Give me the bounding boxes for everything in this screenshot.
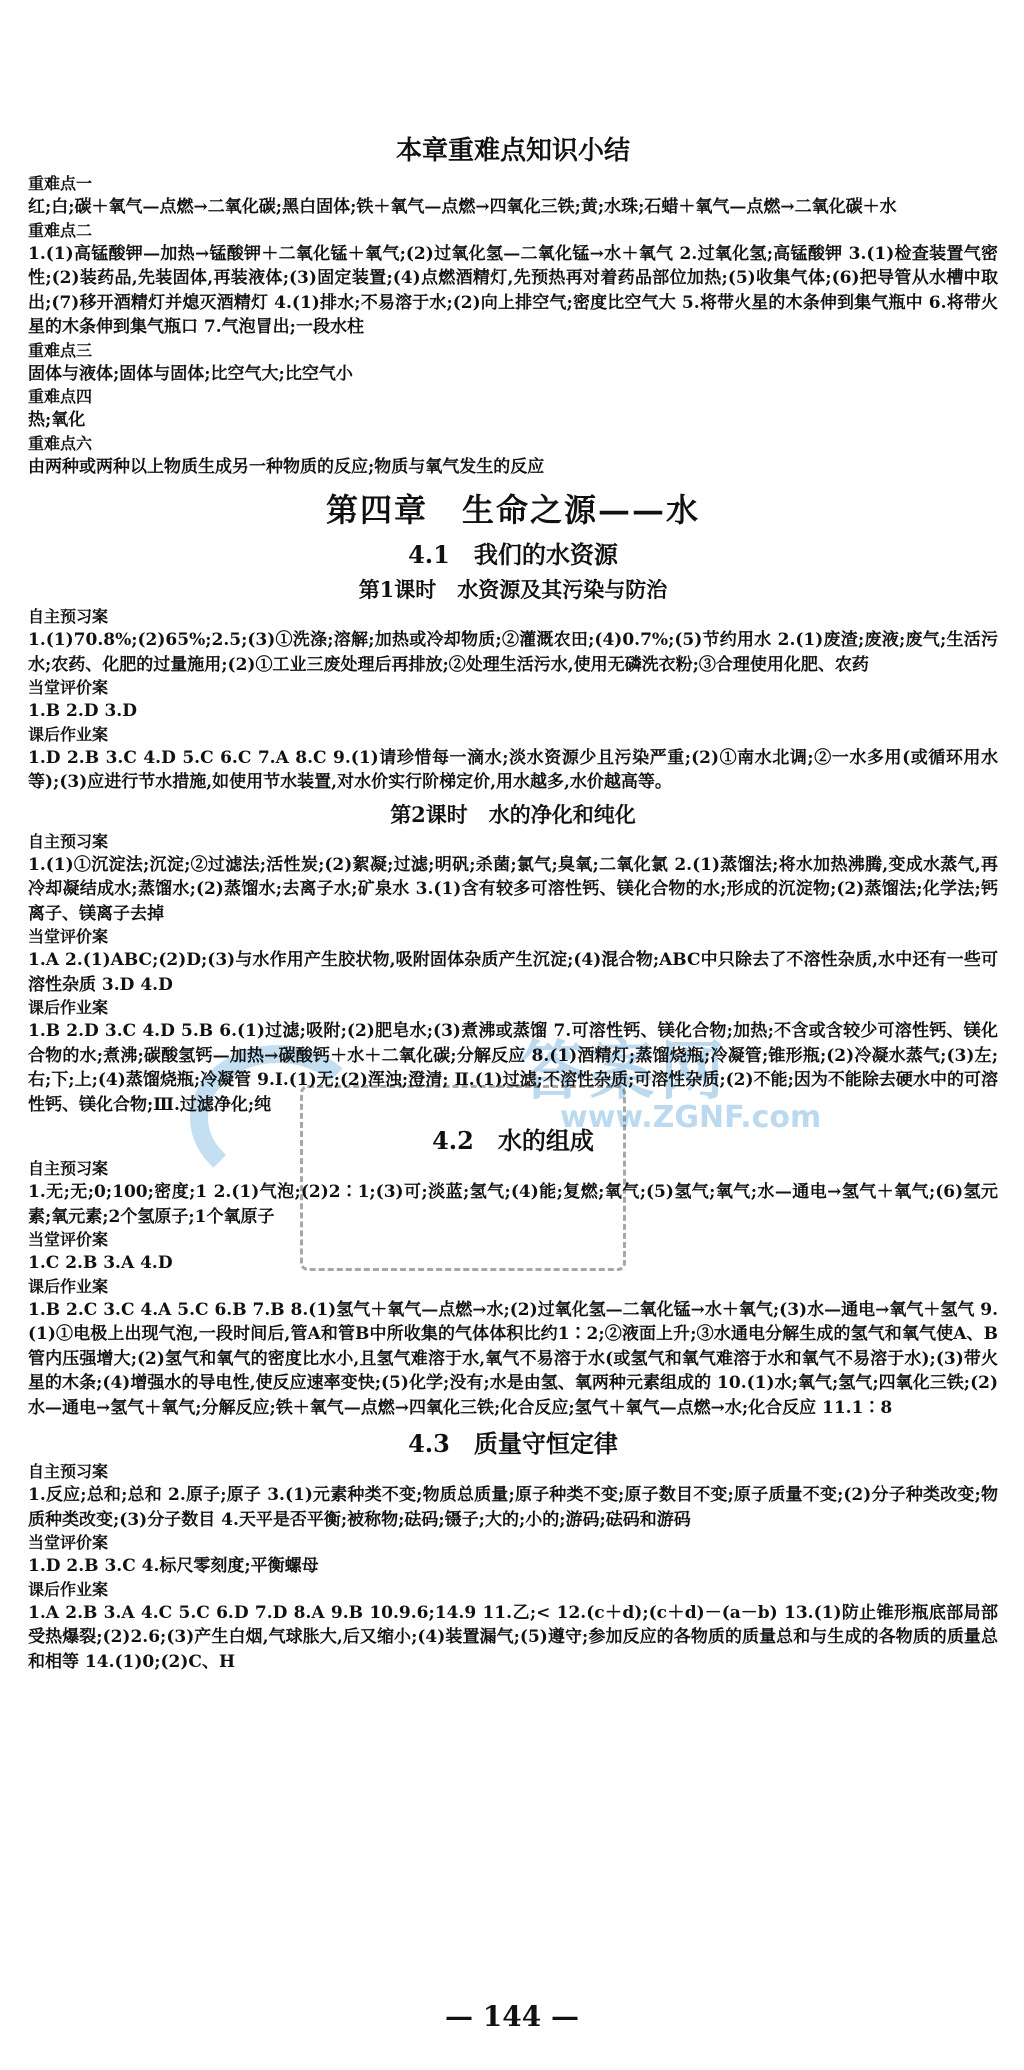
lesson-1-block-text: 1.D 2.B 3.C 4.D 5.C 6.C 7.A 8.C 9.(1)请珍惜每一滴水;淡水资源少且污染严重;(2)①南水北调;②一水多用(或循环用水等);(3)应进行节水措施,如使用节水装置,对水价实行阶梯定价,用水越多,水价越高等。 [28,747,998,792]
lesson-2-heading: 第2课时 水的净化和纯化 [390,801,636,827]
section-4-2-block-text: 1.无;无;0;100;密度;1 2.(1)气泡;(2)2∶1;(3)可;淡蓝;氢气;(4)能;复燃;氧气;(5)氢气;氧气;水—通电→氢气＋氧气;(6)氢元素;氧元素;2个氢原子;1个氧原子 [28,1182,998,1227]
section-4-2-block-label: 当堂评价案 [28,1230,109,1249]
lesson-1-block-label: 自主预习案 [28,607,109,626]
section-4-2-block-text: 1.C 2.B 3.A 4.D [28,1253,173,1273]
lesson-2-block-label: 自主预习案 [28,831,109,851]
summary-block-label: 重难点六 [28,433,93,453]
answer-page [28,130,998,1674]
summary-block-label: 重难点二 [28,220,93,240]
section-4-3-block-text: 1.A 2.B 3.A 4.C 5.C 6.D 7.D 8.A 9.B 10.9.6;14.9 11.乙;< 12.(c＋d);(c＋d)－(a－b) 13.(1)防止锥形瓶底部局部受热爆裂;(2)2.6;(3)产生白烟,气球胀大,后又缩小;(4)装置漏气;(5)遵守;参加反应的各物质的质量总和与生成的各物质的质量总和相等 14.(1)0;(2)C、H [28,1602,998,1672]
lesson-2-block-label: 课后作业案 [28,998,109,1017]
summary-block-label: 重难点三 [28,340,93,360]
lesson-2-block-text: 1.A 2.(1)ABC;(2)D;(3)与水作用产生胶状物,吸附固体杂质产生沉淀;(4)混合物;ABC中只除去了不溶性杂质,水中还有一些可溶性杂质 3.D 4.D [28,950,998,995]
summary-block-text: 红;白;碳＋氧气—点燃→二氧化碳;黑白固体;铁＋氧气—点燃→四氧化三铁;黄;水珠;石蜡＋氧气—点燃→二氧化碳＋水 [28,197,897,217]
chapter-title: 第四章 生命之源——水 [325,491,700,529]
lesson-1-block-text: 1.(1)70.8%;(2)65%;2.5;(3)①洗涤;溶解;加热或冷却物质;②灌溉农田;(4)0.7%;(5)节约用水 2.(1)废渣;废液;废气;生活污水;农药、化肥的过量施用;(2)①工业三废处理后再排放;②处理生活污水,使用无磷洗衣粉;③合理使用化肥、农药 [28,630,998,675]
lesson-2-block-text: 1.B 2.D 3.C 4.D 5.B 6.(1)过滤;吸附;(2)肥皂水;(3)煮沸或蒸馏 7.可溶性钙、镁化合物;加热;不含或含较少可溶性钙、镁化合物的水;煮沸;碳酸氢钙—加热→碳酸钙＋水＋二氧化碳;分解反应 8.(1)酒精灯;蒸馏烧瓶;冷凝管;锥形瓶;(2)冷凝水蒸气;(3)左;右;下;上;(4)蒸馏烧瓶;冷凝管 9.Ⅰ.(1)无;(2)浑浊;澄清; Ⅱ.(1)过滤;不溶性杂质;可溶性杂质;(2)不能;因为不能除去硬水中的可溶性钙、镁化合物;Ⅲ.过滤净化;纯 [28,1021,998,1115]
summary-block-text: 由两种或两种以上物质生成另一种物质的反应;物质与氧气发生的反应 [28,456,545,477]
summary-block-text: 1.(1)高锰酸钾—加热→锰酸钾＋二氧化锰＋氧气;(2)过氧化氢—二氧化锰→水＋氧气 2.过氧化氢;高锰酸钾 3.(1)检查装置气密性;(2)装药品,先装固体,再装液体;(3)固定装置;(4)点燃酒精灯,先预热再对着药品部位加热;(5)收集气体;(6)把导管从水槽中取出;(7)移开酒精灯并熄灭酒精灯 4.(1)排水;不易溶于水;(2)向上排空气;密度比空气大 5.将带火星的木条伸到集气瓶中 6.将带火星的木条伸到集气瓶口 7.气泡冒出;一段水柱 [28,243,998,337]
section-4-2-block-label: 自主预习案 [28,1159,109,1178]
section-4-2-block-text: 1.B 2.C 3.C 4.A 5.C 6.B 7.B 8.(1)氢气＋氧气—点燃→水;(2)过氧化氢—二氧化锰→水＋氧气;(3)水—通电→氧气＋氢气 9.(1)①电极上出现气泡,一段时间后,管A和管B中所收集的气体体积比约1∶2;②液面上升;③水通电分解生成的氢气和氧气使A、B管内压强增大;(2)氢气和氧气的密度比水小,且氢气难溶于水,氧气不易溶于水(或氢气和氧气难溶于水和氧气不易溶于水);(3)带火星的木条;(4)增强水的导电性,使反应速率变快;(5)化学;没有;水是由氢、氧两种元素组成的 10.(1)水;氧气;氢气;四氧化三铁;(2)水—通电→氢气＋氧气;分解反应;铁＋氧气—点燃→四氧化三铁;化合反应;氢气＋氧气—点燃→水;化合反应 11.1∶8 [28,1299,998,1418]
lesson-2-block-text: 1.(1)①沉淀法;沉淀;②过滤法;活性炭;(2)絮凝;过滤;明矾;杀菌;氯气;臭氧;二氧化氯 2.(1)蒸馏法;将水加热沸腾,变成水蒸气,再冷却凝结成水;蒸馏水;(2)蒸馏水;去离子水;矿泉水 3.(1)含有较多可溶性钙、镁化合物的水;形成的沉淀物;(2)蒸馏法;化学法;钙离子、镁离子去掉 [28,854,998,924]
summary-block-text: 热;氧化 [28,410,86,430]
page-title: 本章重难点知识小结 [395,136,630,166]
section-4-2-block-label: 课后作业案 [28,1276,109,1296]
lesson-1-block-text: 1.B 2.D 3.D [28,701,137,721]
section-4-3-block-label: 自主预习案 [28,1462,109,1481]
watermark-text: 答案网 [520,1035,730,1109]
section-4-1-heading: 4.1 我们的水资源 [408,540,618,569]
lesson-1-heading: 第1课时 水资源及其污染与防治 [358,577,668,602]
summary-section [28,173,998,479]
lesson-2-block-label: 当堂评价案 [28,927,109,946]
section-4-3-block-label: 当堂评价案 [28,1533,109,1552]
section-4-3-block-text: 1.D 2.B 3.C 4.标尺零刻度;平衡螺母 [28,1556,319,1576]
section-4-2-heading: 4.2 水的组成 [432,1126,594,1155]
section-4-3-answers [28,1461,998,1674]
lesson-1-block-label: 当堂评价案 [28,678,109,697]
section-4-3-block-text: 1.反应;总和;总和 2.原子;原子 3.(1)元素种类不变;物质总质量;原子种类不变;原子数目不变;原子质量不变;(2)分子种类改变;物质种类改变;(3)分子数目 4.天平是否平衡;被称物;砝码;镊子;大的;小的;游码;砝码和游码 [28,1485,998,1530]
lesson-2-answers [28,831,998,1118]
summary-block-label: 重难点四 [28,387,93,406]
section-4-3-heading: 4.3 质量守恒定律 [408,1429,618,1458]
lesson-1-answers [28,606,998,795]
summary-block-text: 固体与液体;固体与固体;比空气大;比空气小 [28,363,353,384]
section-4-2-answers [28,1158,998,1420]
summary-block-label: 重难点一 [28,174,93,193]
watermark-url: www.ZGNF.com [560,1100,822,1135]
section-4-3-block-label: 课后作业案 [28,1579,109,1599]
page-number: — 144 — [445,2000,579,2033]
lesson-1-block-label: 课后作业案 [28,724,109,744]
